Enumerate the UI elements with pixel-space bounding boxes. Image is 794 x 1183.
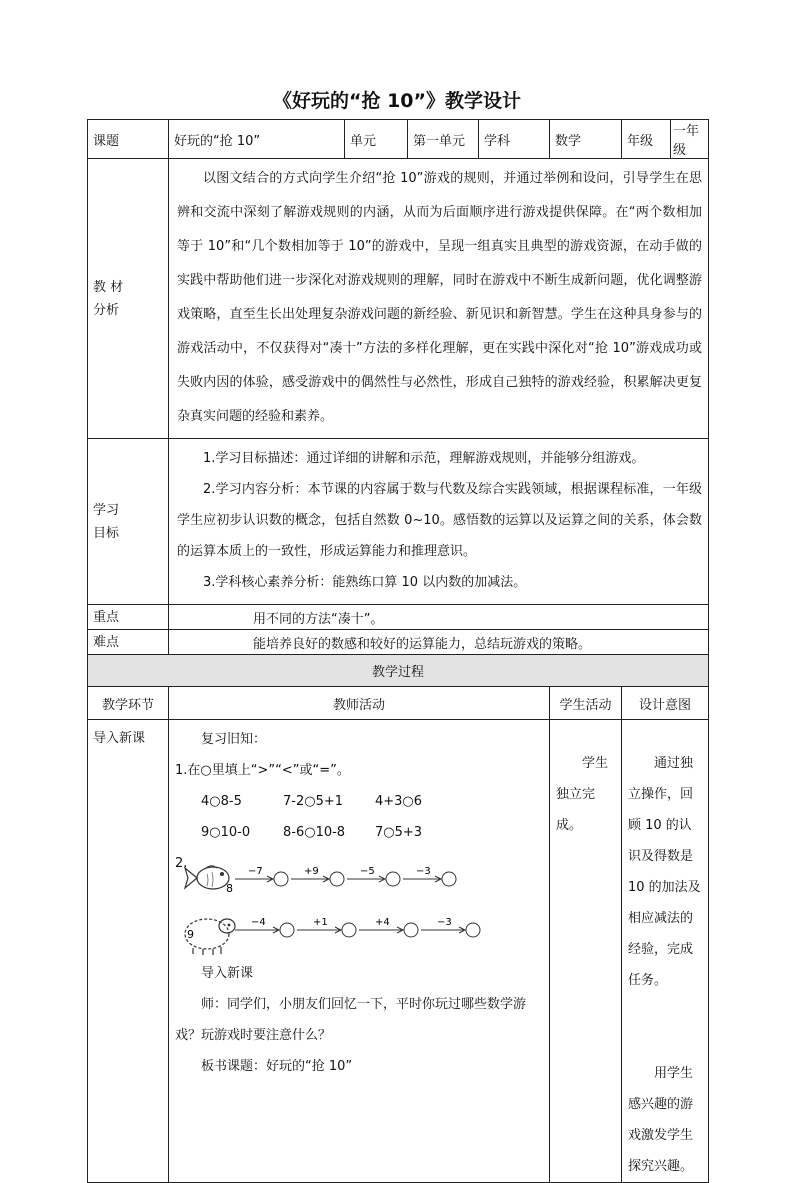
objectives-row xyxy=(88,439,709,605)
intent-2: 用学生感兴趣的游戏激发学生探究兴趣。 xyxy=(628,1066,694,1174)
process-band xyxy=(88,655,709,687)
analysis-text: 以图文结合的方式向学生介绍“抢 10”游戏的规则，并通过举例和设问，引导学生在思辨和交流中深刻了解游戏规则的内涵，从而为后面顺序进行游戏提供保障。在“两个数相加等于 10”和“几个数相加等于 10”的游戏中，呈现一组真实且典型的游戏资源，在动手做的实践中帮助他们进一步深化对游戏规则的理解，同时在游戏中不断生成新问题，优化调整游戏策略，直至生长出处理复杂游戏问题的新经验、新见识和新智慧。学生在这种具身参与的游戏活动中，不仅获得对“凑十”方法的多样化理解，更在实践中深化对“抢 10”游戏成功或失败内因的体验，感受游戏中的偶然性与必然性，形成自己独特的游戏经验，积累解决更复杂真实问题的经验和素养。 xyxy=(177,171,702,424)
compare-2-1: 9○10-0 xyxy=(201,825,251,840)
teacher-activity-cell xyxy=(169,720,550,1183)
compare-1-3: 4+3○6 xyxy=(375,794,423,809)
compare-1-1: 4○8-5 xyxy=(201,794,242,809)
compare-1-2: 7-2○5+1 xyxy=(283,794,344,809)
fish-chain-answer-circle-2[interactable] xyxy=(330,872,344,886)
intent-1: 通过独立操作，回顾 10 的认识及得数是 10 的加法及相应减法的经验，完成任务。 xyxy=(628,756,701,988)
fish-icon xyxy=(185,866,233,895)
sheep-chain-answer-circle-1[interactable] xyxy=(280,923,294,937)
review-title: 复习旧知： xyxy=(201,732,267,747)
subject-value: 数学 xyxy=(550,120,622,159)
analysis-cell xyxy=(169,159,709,439)
col-teacher: 教师活动 xyxy=(169,687,550,720)
key-point-label: 重点 xyxy=(88,605,169,630)
sheep-chain-op-3: +4 xyxy=(375,917,390,928)
fish-start-value: 8 xyxy=(226,882,233,895)
header-row xyxy=(88,120,709,159)
fish-chain-op-2: +9 xyxy=(304,866,319,877)
col-student: 学生活动 xyxy=(550,687,622,720)
stage-cell: 导入新课 xyxy=(88,720,169,1183)
teacher-question: 师：同学们，小朋友们回忆一下，平时你玩过哪些数学游戏？玩游戏时要注意什么？ xyxy=(175,997,527,1043)
objectives-cell xyxy=(169,439,709,605)
sheep-start-value: 9 xyxy=(187,928,194,941)
compare-row-2 xyxy=(175,817,543,848)
sheep-chain-answer-circle-4[interactable] xyxy=(466,923,480,937)
col-stage: 教学环节 xyxy=(88,687,169,720)
unit-label: 单元 xyxy=(345,120,408,159)
analysis-label: 教 材 分析 xyxy=(88,159,169,439)
question-2: 2. xyxy=(175,856,188,871)
unit-value: 第一单元 xyxy=(408,120,479,159)
sheep-chain-op-1: −4 xyxy=(251,917,266,928)
topic-value: 好玩的“抢 10” xyxy=(169,120,345,159)
compare-row-1 xyxy=(175,786,543,817)
difficulty-row xyxy=(88,630,709,655)
fish-chain-answer-circle-3[interactable] xyxy=(386,872,400,886)
objectives-label: 学习 目标 xyxy=(88,439,169,605)
sheep-chain-answer-circle-2[interactable] xyxy=(342,923,356,937)
student-activity-text: 学生独立完成。 xyxy=(556,756,609,833)
grade-value: 一年级 xyxy=(671,120,709,159)
objective-item-1: 1.学习目标描述：通过详细的讲解和示范，理解游戏规则，并能够分组游戏。 xyxy=(203,451,645,466)
compare-2-3: 7○5+3 xyxy=(375,825,423,840)
sheep-chain-op-2: +1 xyxy=(313,917,328,928)
fish-chain-answer-circle-1[interactable] xyxy=(274,872,288,886)
intro-title: 导入新课 xyxy=(201,966,254,981)
grade-label: 年级 xyxy=(622,120,671,159)
document-title: 《好玩的“抢 10”》教学设计 xyxy=(272,90,522,112)
compare-2-2: 8-6○10-8 xyxy=(283,825,346,840)
fish-chain-op-3: −5 xyxy=(360,866,375,877)
objective-item-2: 2.学习内容分析：本节课的内容属于数与代数及综合实践领域，根据课程标准，一年级学生应初步认识数的概念，包括自然数 0~10。感悟数的运算以及运算之间的关系，体会数的运算本质上的一致性，形成运算能力和推理意识。 xyxy=(177,482,702,559)
question-1: 1.在○里填上“>”“<”或“=”。 xyxy=(175,763,350,778)
objective-item-3: 3.学科核心素养分析：能熟练口算 10 以内数的加减法。 xyxy=(203,575,527,590)
col-intent: 设计意图 xyxy=(622,687,709,720)
difficulty-text: 能培养良好的数感和较好的运算能力，总结玩游戏的策略。 xyxy=(169,630,709,655)
sheep-icon xyxy=(185,919,235,955)
subject-label: 学科 xyxy=(479,120,550,159)
number-chain-figure xyxy=(183,854,483,964)
sheep-chain xyxy=(235,917,480,937)
lesson-plan-table xyxy=(87,119,709,1183)
sheep-chain-op-4: −3 xyxy=(437,917,452,928)
fish-chain xyxy=(235,866,456,886)
fish-chain-answer-circle-4[interactable] xyxy=(442,872,456,886)
student-activity-cell xyxy=(550,720,622,1183)
process-title: 教学过程 xyxy=(88,655,709,687)
process-header-row xyxy=(88,687,709,720)
key-point-text: 用不同的方法“凑十”。 xyxy=(169,605,709,630)
key-point-row xyxy=(88,605,709,630)
fish-chain-op-4: −3 xyxy=(416,866,431,877)
design-intent-cell xyxy=(622,720,709,1183)
sheep-chain-answer-circle-3[interactable] xyxy=(404,923,418,937)
fish-chain-op-1: −7 xyxy=(248,866,263,877)
topic-label: 课题 xyxy=(88,120,169,159)
board-title: 板书课题：好玩的“抢 10” xyxy=(201,1059,353,1074)
process-intro-row xyxy=(88,720,709,1183)
difficulty-label: 难点 xyxy=(88,630,169,655)
analysis-row xyxy=(88,159,709,439)
